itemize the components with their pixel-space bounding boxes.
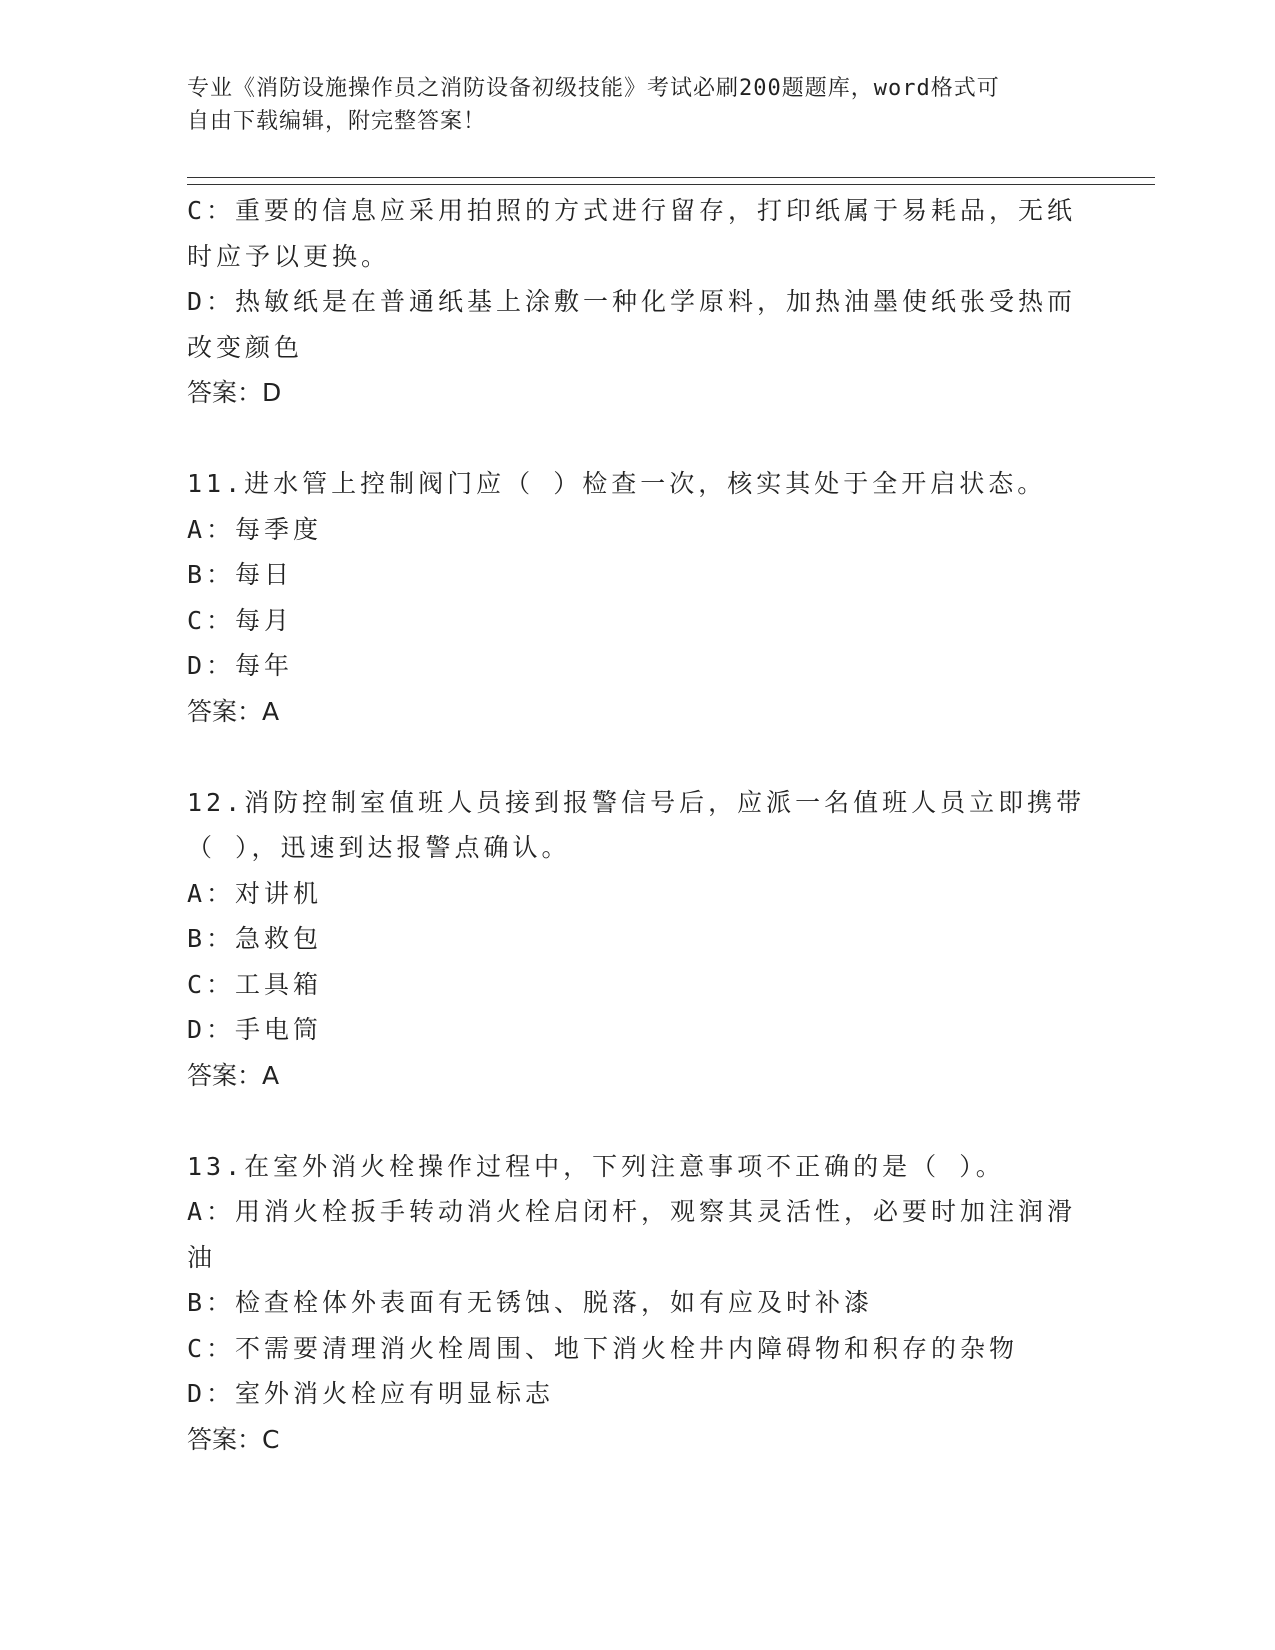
answer-line: 答案：A xyxy=(187,1060,280,1090)
spacer xyxy=(187,1098,1067,1144)
option-a-line-2: 油 xyxy=(187,1242,217,1272)
option-b: B：检查栓体外表面有无锈蚀、脱落，如有应及时补漆 xyxy=(187,1288,874,1317)
option-a: A：每季度 xyxy=(187,514,323,544)
option-c-line-1: C：重要的信息应采用拍照的方式进行留存，打印纸属于易耗品，无纸 xyxy=(187,196,1077,225)
option-c: C：不需要清理消火栓周围、地下消火栓井内障碍物和积存的杂物 xyxy=(187,1333,1019,1363)
option-d: D：室外消火栓应有明显标志 xyxy=(187,1379,555,1408)
option-d: D：每年 xyxy=(187,651,294,680)
option-d: D：手电筒 xyxy=(187,1015,323,1044)
option-d-line-2: 改变颜色 xyxy=(187,332,304,362)
header-line-2: 自由下载编辑，附完整答案！ xyxy=(187,109,487,134)
option-c-line-2: 时应予以更换。 xyxy=(187,241,391,271)
header-line-1: 专业《消防设施操作员之消防设备初级技能》考试必刷200题题库，word格式可 xyxy=(187,76,1000,101)
question-stem-line-2: （ ），迅速到达报警点确认。 xyxy=(187,833,571,862)
option-c: C：工具箱 xyxy=(187,969,323,999)
question-stem: 13.在室外消火栓操作过程中，下列注意事项不正确的是（ ）。 xyxy=(187,1151,1005,1181)
question-stem: 11.进水管上控制阀门应（ ）检查一次，核实其处于全开启状态。 xyxy=(187,469,1047,498)
option-c: C：每月 xyxy=(187,605,294,635)
answer-line: 答案：A xyxy=(187,696,280,726)
option-a-line-1: A：用消火栓扳手转动消火栓启闭杆，观察其灵活性，必要时加注润滑 xyxy=(187,1197,1077,1226)
question-stem-line-1: 12.消防控制室值班人员接到报警信号后，应派一名值班人员立即携带 xyxy=(187,787,1086,817)
header-divider xyxy=(187,177,1155,185)
question-content xyxy=(187,188,1086,1462)
question-12 xyxy=(187,780,1086,1099)
answer-line: 答案：D xyxy=(187,378,282,407)
spacer xyxy=(187,734,1067,780)
previous-question-tail xyxy=(187,188,1077,416)
answer-line: 答案：C xyxy=(187,1424,280,1454)
question-11 xyxy=(187,461,1067,734)
question-13 xyxy=(187,1144,1077,1463)
document-header xyxy=(187,72,1067,138)
option-d-line-1: D：热敏纸是在普通纸基上涂敷一种化学原料，加热油墨使纸张受热而 xyxy=(187,287,1077,316)
option-b: B：每日 xyxy=(187,560,294,589)
spacer xyxy=(187,416,1067,462)
option-a: A：对讲机 xyxy=(187,878,323,908)
option-b: B：急救包 xyxy=(187,924,323,953)
